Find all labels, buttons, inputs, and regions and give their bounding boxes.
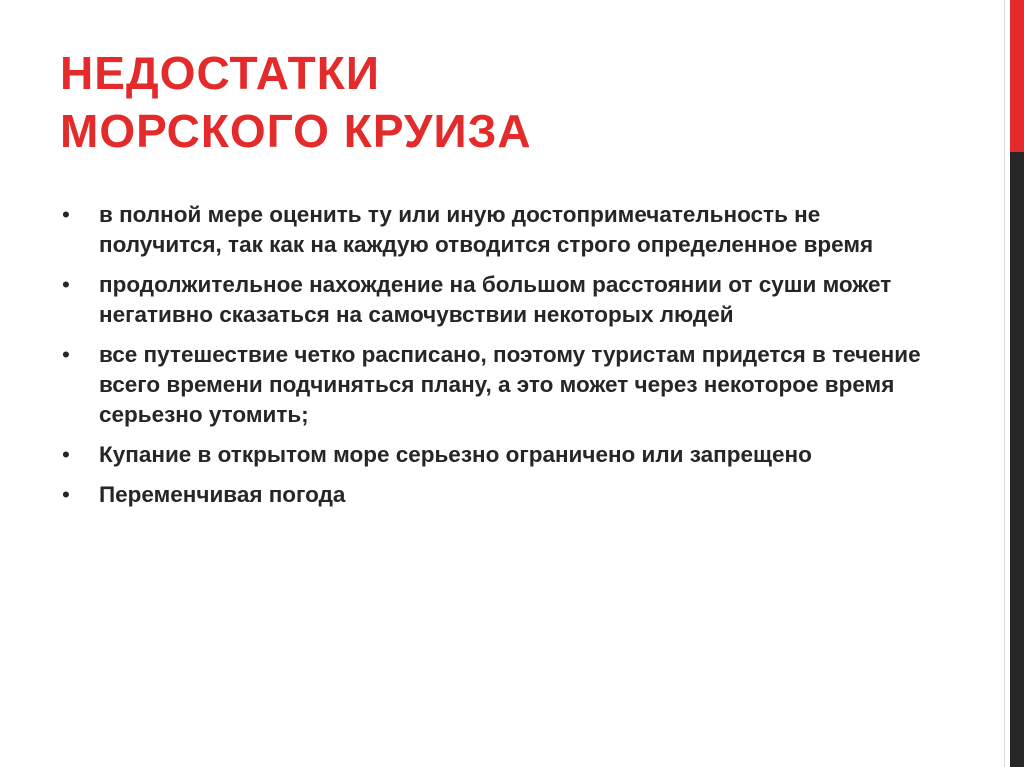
bullet-marker: • (62, 342, 70, 367)
bullet-marker: • (62, 272, 70, 297)
slide-frame-line (1004, 0, 1005, 767)
bullet-text: продолжительное нахождение на большом расстоянии от суши может негативно сказаться на самочувствии некоторых людей (99, 272, 892, 327)
bullet-text: Переменчивая погода (99, 482, 346, 507)
bullet-item (62, 200, 922, 260)
bullet-item (62, 270, 922, 330)
bullet-text: все путешествие четко расписано, поэтому туристам придется в течение всего времени подчиняться плану, а это может через некоторое время серьезно утомить; (99, 342, 921, 427)
slide-title (60, 44, 960, 160)
bullet-item (62, 340, 922, 430)
slide-title-line-1: НЕДОСТАТКИ (60, 47, 380, 99)
accent-bar-dark (1010, 152, 1024, 767)
bullet-marker: • (62, 202, 70, 227)
bullet-marker: • (62, 482, 70, 507)
bullet-marker: • (62, 442, 70, 467)
bullet-text: Купание в открытом море серьезно ограничено или запрещено (99, 442, 812, 467)
slide-title-line-2: МОРСКОГО КРУИЗА (60, 105, 532, 157)
bullet-list (62, 200, 922, 520)
accent-bar-red (1010, 0, 1024, 152)
bullet-item (62, 480, 922, 510)
bullet-item (62, 440, 922, 470)
bullet-text: в полной мере оценить ту или иную достопримечательность не получится, так как на каждую отводится строго определенное время (99, 202, 874, 257)
